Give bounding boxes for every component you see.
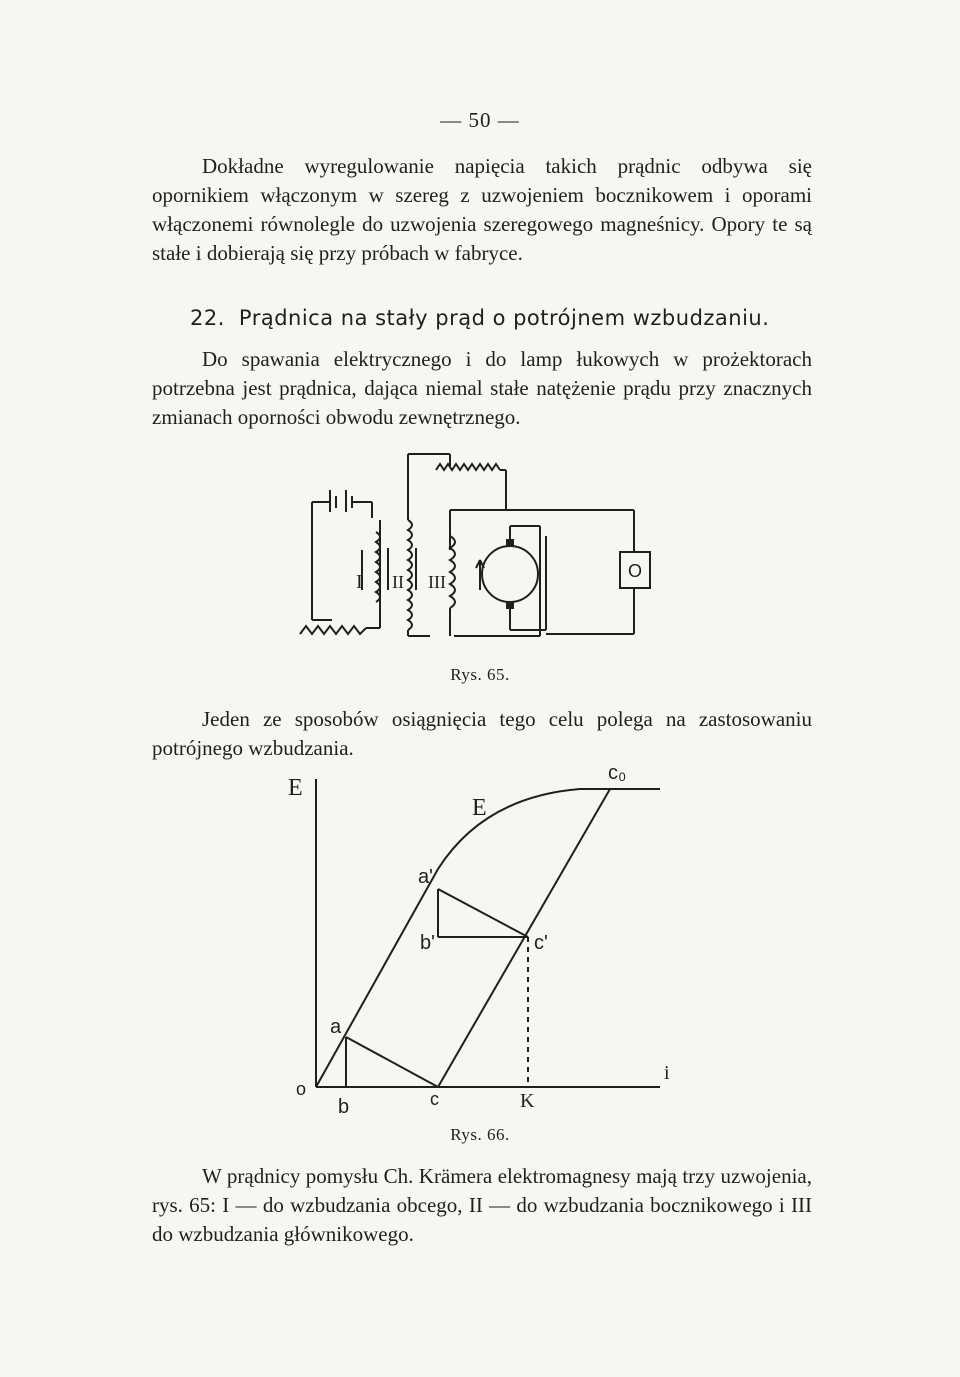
curve-label: E bbox=[472, 795, 487, 821]
coil-1 bbox=[362, 532, 380, 602]
section-title: Prądnica na stały prąd o potrójnem wzbudzaniu. bbox=[238, 306, 770, 330]
section-heading bbox=[190, 306, 810, 330]
coil-1-label: I bbox=[356, 571, 363, 593]
a-label: a bbox=[330, 1016, 342, 1038]
paragraph-4-text: W prądnicy pomysłu Ch. Krämera elektromagnesy mają trzy uzwojenia, rys. 65: I — do wzbudzania obcego, II — do wzbudzania bocznikowego i III do wzbudzania głównikowego. bbox=[152, 1164, 812, 1246]
x-axis-label: i bbox=[664, 1062, 670, 1084]
paragraph-4 bbox=[152, 1162, 812, 1249]
bottom-rheostat bbox=[300, 626, 366, 634]
figure-66-caption: Rys. 66. bbox=[450, 1125, 510, 1144]
c-prime-label: c' bbox=[534, 932, 548, 954]
paragraph-1-text: Dokładne wyregulowanie napięcia takich prądnic odbywa się opornikiem włączonym w szereg z uzwojeniem bocznikowem i oporami włączonemi równolegle do uzwojenia szeregowego magneśnicy. Opory te są stałe i dobierają się przy próbach w fabryce. bbox=[152, 154, 812, 265]
coil-3-label: III bbox=[428, 572, 446, 592]
top-rheostat bbox=[436, 464, 500, 470]
c0-label: c₀ bbox=[608, 765, 627, 784]
y-axis-label: E bbox=[288, 775, 303, 801]
armature bbox=[454, 526, 546, 636]
paragraph-2 bbox=[152, 345, 812, 432]
load-label: O bbox=[628, 561, 643, 581]
figure-65-caption: Rys. 65. bbox=[450, 665, 510, 684]
paragraph-3 bbox=[152, 705, 812, 763]
section-number: 22. bbox=[190, 306, 225, 330]
page-number: — 50 — bbox=[440, 108, 520, 132]
coil-2-label: II bbox=[392, 572, 404, 592]
k-label: K bbox=[520, 1090, 535, 1112]
paragraph-3-text: Jeden ze sposobów osiągnięcia tego celu polega na zastosowaniu potrójnego wzbudzania. bbox=[152, 707, 812, 760]
b-label: b bbox=[338, 1096, 350, 1118]
c-label: c bbox=[430, 1089, 439, 1109]
paragraph-2-text: Do spawania elektrycznego i do lamp łukowych w prożektorach potrzebna jest prądnica, dająca niemal stałe natężenie prądu przy znacznych zmianach oporności obwodu zewnętrznego. bbox=[152, 347, 812, 429]
paragraph-1 bbox=[152, 152, 812, 268]
figure-65-circuit bbox=[290, 440, 670, 650]
coil-2 bbox=[388, 470, 430, 636]
figure-66-diagram bbox=[280, 765, 680, 1125]
b-prime-label: b' bbox=[420, 932, 435, 954]
origin-label: o bbox=[296, 1079, 307, 1099]
a-prime-label: a' bbox=[418, 866, 433, 888]
